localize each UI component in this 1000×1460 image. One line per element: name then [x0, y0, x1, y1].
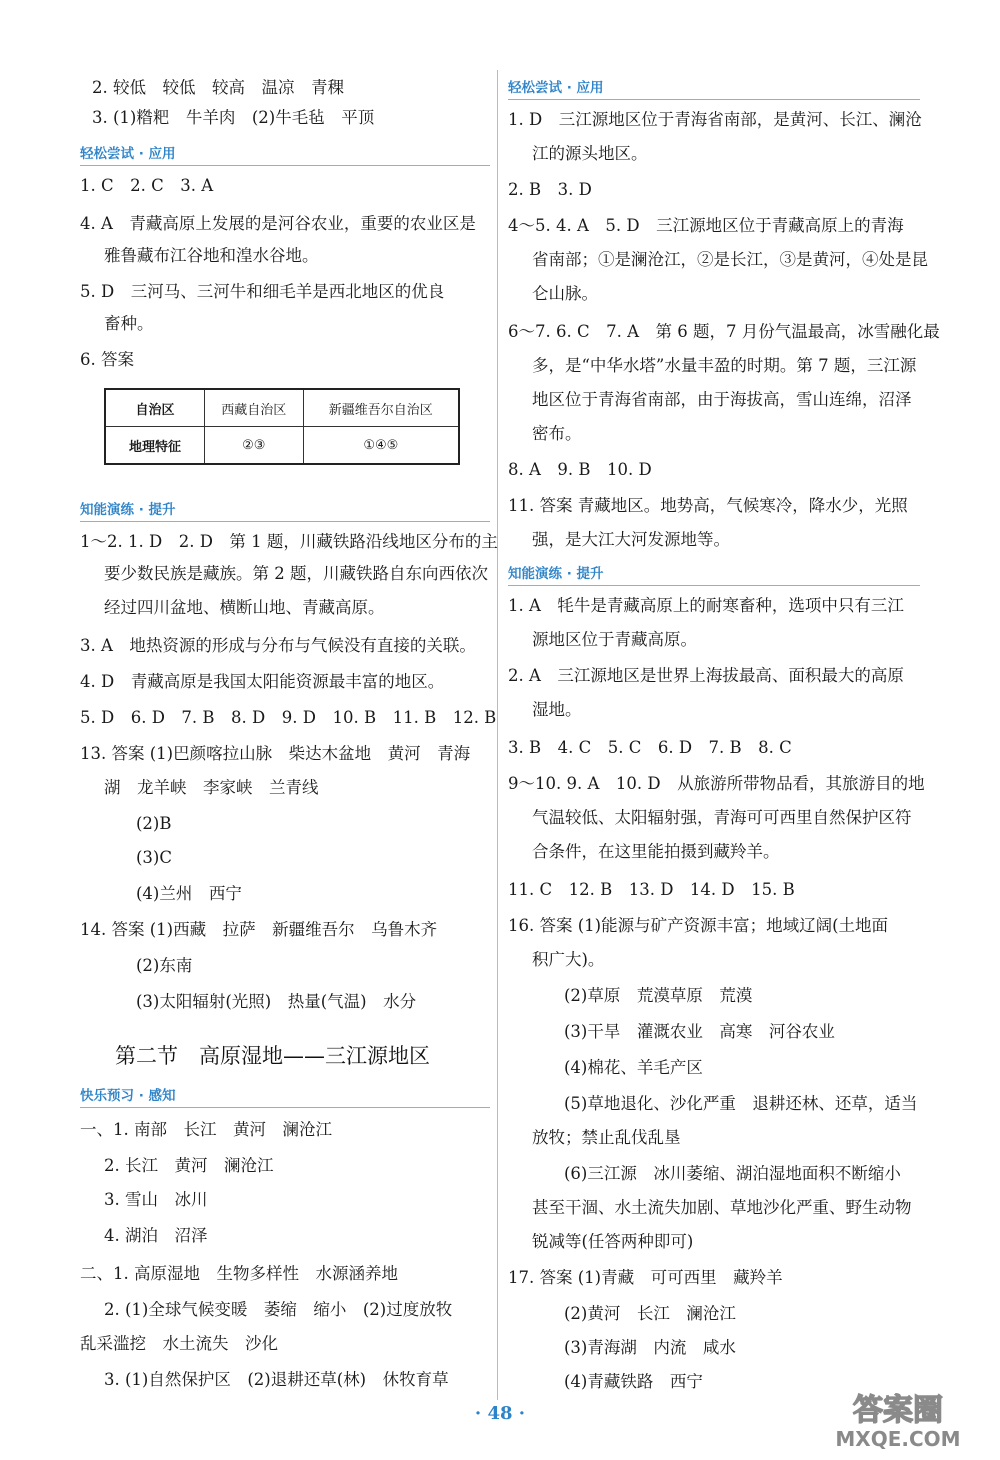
dot-icon: · — [512, 1403, 526, 1424]
text-line: 二、1. 高原湿地 生物多样性 水源涵养地 — [80, 1264, 398, 1283]
text-line: (4)青藏铁路 西宁 — [564, 1372, 703, 1391]
table-cell: ①④⑤ — [303, 427, 459, 465]
text-line: 13. 答案 (1)巴颜喀拉山脉 柴达木盆地 黄河 青海 — [80, 744, 471, 763]
text-line: 江的源头地区。 — [532, 144, 648, 163]
section-underline — [508, 585, 920, 586]
section-underline — [508, 99, 920, 100]
watermark-url: MXQE.COM — [835, 1427, 961, 1451]
chapter-title: 第二节 高原湿地——三江源地区 — [115, 1044, 430, 1068]
column-divider — [497, 70, 498, 1400]
text-line: 2. B 3. D — [508, 180, 592, 199]
text-line: 湿地。 — [532, 700, 582, 719]
text-line: (4)兰州 西宁 — [136, 884, 242, 903]
text-line: 要少数民族是藏族。第 2 题，川藏铁路自东向西依次 — [104, 564, 488, 583]
table-cell: 西藏自治区 — [205, 389, 304, 427]
text-line: 17. 答案 (1)青藏 可可西里 藏羚羊 — [508, 1268, 783, 1287]
text-line: 积广大)。 — [532, 950, 605, 969]
section-heading: 快乐预习 · 感知 — [80, 1088, 176, 1104]
text-line: 锐减等(任答两种即可) — [532, 1232, 694, 1251]
text-line: 6～7. 6. C 7. A 第 6 题，7 月份气温最高，冰雪融化最 — [508, 322, 940, 341]
text-line: 湖 龙羊峡 李家峡 兰青线 — [104, 778, 319, 797]
text-line: 1. D 三江源地区位于青海省南部，是黄河、长江、澜沧 — [508, 110, 922, 129]
text-line: 3. B 4. C 5. C 6. D 7. B 8. C — [508, 738, 792, 757]
text-line: 1. C 2. C 3. A — [80, 176, 214, 195]
text-line: 雅鲁藏布江谷地和湟水谷地。 — [104, 246, 319, 265]
section-heading: 知能演练 · 提升 — [80, 502, 176, 518]
watermark-title: 答案圈 — [853, 1393, 943, 1428]
text-line: 合条件，在这里能拍摄到藏羚羊。 — [532, 842, 780, 861]
text-line: 16. 答案 (1)能源与矿产资源丰富；地域辽阔(土地面 — [508, 916, 889, 935]
text-line: 甚至干涸、水土流失加剧、草地沙化严重、野生动物 — [532, 1198, 912, 1217]
text-line: (5)草地退化、沙化严重 退耕还林、还草，适当 — [564, 1094, 918, 1113]
text-line: (2)B — [136, 814, 172, 833]
text-line: (3)C — [136, 848, 172, 867]
text-line: (3)青海湖 内流 咸水 — [564, 1338, 736, 1357]
text-line: (4)棉花、羊毛产区 — [564, 1058, 703, 1077]
text-line: 14. 答案 (1)西藏 拉萨 新疆维吾尔 乌鲁木齐 — [80, 920, 438, 939]
table-cell: ②③ — [205, 427, 304, 465]
text-line: 2. (1)全球气候变暖 萎缩 缩小 (2)过度放牧 — [104, 1300, 453, 1319]
text-line: 一、1. 南部 长江 黄河 澜沧江 — [80, 1120, 332, 1139]
section-underline — [80, 521, 490, 522]
table-header-cell: 自治区 — [105, 389, 205, 427]
text-line: (2)草原 荒漠草原 荒漠 — [564, 986, 753, 1005]
text-line: 11. C 12. B 13. D 14. D 15. B — [508, 880, 795, 899]
text-line: 3. (1)糌粑 牛羊肉 (2)牛毛毡 平顶 — [92, 108, 375, 127]
text-line: 乱采滥挖 水土流失 沙化 — [80, 1334, 278, 1353]
text-line: 5. D 三河马、三河牛和细毛羊是西北地区的优良 — [80, 282, 445, 301]
text-line: 畜种。 — [104, 314, 154, 333]
text-line: 6. 答案 — [80, 350, 134, 369]
text-line: 经过四川盆地、横断山地、青藏高原。 — [104, 598, 385, 617]
text-line: 多，是“中华水塔”水量丰盈的时期。第 7 题，三江源 — [532, 356, 917, 375]
text-line: 8. A 9. B 10. D — [508, 460, 652, 479]
text-line: 4. D 青藏高原是我国太阳能资源最丰富的地区。 — [80, 672, 445, 691]
text-line: (2)东南 — [136, 956, 193, 975]
text-line: 仑山脉。 — [532, 284, 598, 303]
text-line: (3)太阳辐射(光照) 热量(气温) 水分 — [136, 992, 417, 1011]
text-line: 强，是大江大河发源地等。 — [532, 530, 730, 549]
text-line: 4～5. 4. A 5. D 三江源地区位于青藏高原上的青海 — [508, 216, 904, 235]
text-line: 气温较低、太阳辐射强，青海可可西里自然保护区符 — [532, 808, 912, 827]
text-line: 放牧；禁止乱伐乱垦 — [532, 1128, 681, 1147]
text-line: 密布。 — [532, 424, 582, 443]
text-line: 3. 雪山 冰川 — [104, 1190, 208, 1209]
text-line: 2. A 三江源地区是世界上海拔最高、面积最大的高原 — [508, 666, 904, 685]
table-cell: 新疆维吾尔自治区 — [303, 389, 459, 427]
text-line: 3. A 地热资源的形成与分布与气候没有直接的关联。 — [80, 636, 476, 655]
text-line: 2. 较低 较低 较高 温凉 青稞 — [92, 78, 344, 97]
text-line: 地区位于青海省南部，由于海拔高，雪山连绵，沼泽 — [532, 390, 912, 409]
section-heading: 轻松尝试 · 应用 — [508, 80, 604, 96]
text-line: (6)三江源 冰川萎缩、湖泊湿地面积不断缩小 — [564, 1164, 901, 1183]
text-line: 4. A 青藏高原上发展的是河谷农业，重要的农业区是 — [80, 214, 476, 233]
section-underline — [80, 1107, 490, 1108]
text-line: 1～2. 1. D 2. D 第 1 题，川藏铁路沿线地区分布的主 — [80, 532, 498, 551]
watermark-logo — [814, 1388, 982, 1452]
text-line: 源地区位于青藏高原。 — [532, 630, 697, 649]
text-line: 1. A 牦牛是青藏高原上的耐寒畜种，选项中只有三江 — [508, 596, 904, 615]
text-line: 9～10. 9. A 10. D 从旅游所带物品看，其旅游目的地 — [508, 774, 925, 793]
text-line: (2)黄河 长江 澜沧江 — [564, 1304, 736, 1323]
answer-table — [104, 388, 460, 465]
section-heading: 知能演练 · 提升 — [508, 566, 604, 582]
text-line: 5. D 6. D 7. B 8. D 9. D 10. B 11. B 12. B — [80, 708, 497, 727]
text-line: 11. 答案 青藏地区。地势高，气候寒冷，降水少，光照 — [508, 496, 908, 515]
section-heading: 轻松尝试 · 应用 — [80, 146, 176, 162]
section-underline — [80, 165, 490, 166]
text-line: (3)干旱 灌溉农业 高寒 河谷农业 — [564, 1022, 835, 1041]
table-header-cell: 地理特征 — [105, 427, 205, 465]
text-line: 省南部；①是澜沧江，②是长江，③是黄河，④处是昆 — [532, 250, 928, 269]
text-line: 3. (1)自然保护区 (2)退耕还草(林) 休牧育草 — [104, 1370, 449, 1389]
page-number-value: 48 — [487, 1403, 513, 1424]
text-line: 4. 湖泊 沼泽 — [104, 1226, 208, 1245]
text-line: 2. 长江 黄河 澜沧江 — [104, 1156, 274, 1175]
dot-icon: · — [474, 1403, 488, 1424]
